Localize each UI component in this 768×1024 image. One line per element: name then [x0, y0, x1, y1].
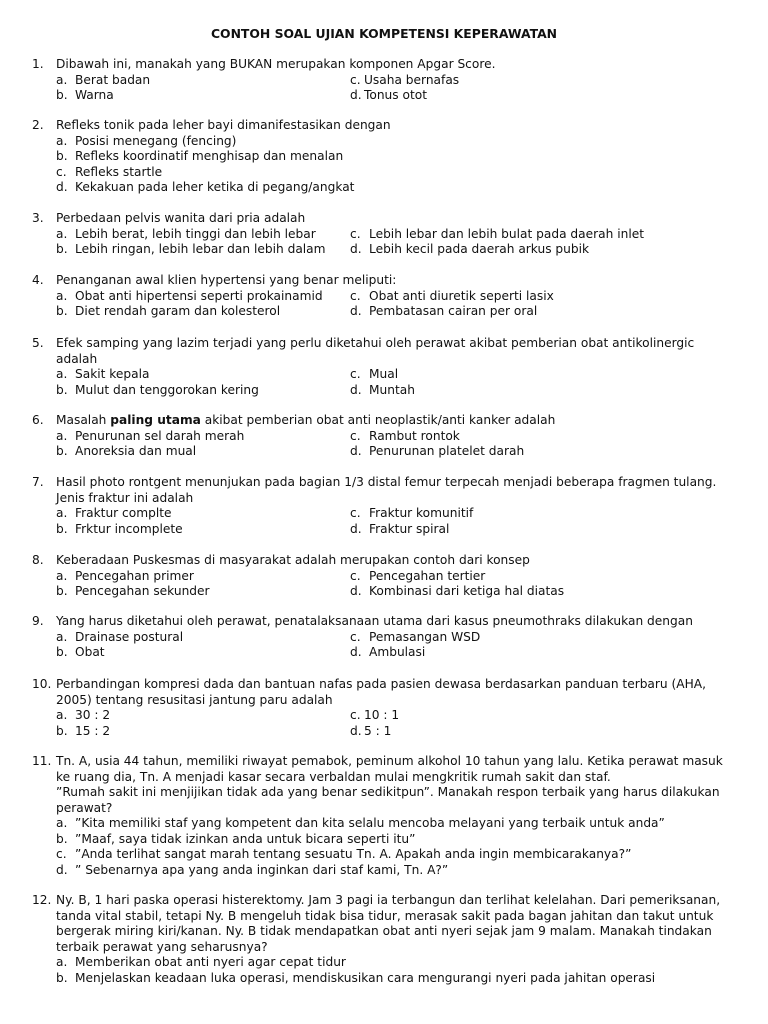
option-b: Obat: [75, 645, 105, 659]
option-letter: d.: [350, 521, 362, 536]
option-letter: b.: [56, 382, 68, 397]
option-a: 30 : 2: [75, 708, 111, 722]
question-text: Jenis fraktur ini adalah: [56, 490, 194, 505]
option-b: Diet rendah garam dan kolesterol: [75, 304, 281, 318]
option-letter: c.: [350, 629, 361, 644]
question-text: Ny. B, 1 hari paska operasi histerektomy. Jam 3 pagi ia terbangun dan terlihat kelelahan. Dari pemeriksanan,: [56, 893, 721, 907]
option-letter: b.: [56, 88, 68, 102]
emphasis-text: paling utama: [110, 413, 201, 427]
option-a: Pencegahan primer: [75, 568, 194, 583]
option-a: Lebih berat, lebih tinggi dan lebih lebar: [75, 226, 316, 241]
question-text: Refleks tonik pada leher bayi dimanifestasikan dengan: [56, 118, 391, 132]
option-letter: c.: [350, 506, 361, 520]
option-d: Kekakuan pada leher ketika di pegang/angkat: [75, 180, 355, 194]
option-letter: c.: [350, 367, 361, 381]
option-a: Fraktur complte: [75, 506, 172, 520]
option-d: Muntah: [369, 382, 415, 397]
question-12: [32, 893, 738, 986]
option-letter: c.: [350, 72, 361, 87]
option-a: Drainase postural: [75, 629, 184, 644]
question-number: 8.: [32, 553, 44, 567]
question-3: [32, 211, 738, 258]
option-b: Refleks koordinatif menghisap dan menalan: [75, 149, 344, 163]
option-b: Menjelaskan keadaan luka operasi, mendiskusikan cara mengurangi nyeri pada jahitan operasi: [75, 970, 656, 985]
option-d: 5 : 1: [364, 723, 392, 738]
question-text: adalah: [56, 351, 98, 366]
option-letter: a.: [56, 226, 68, 241]
option-letter: b.: [56, 970, 68, 985]
question-9: [32, 614, 738, 661]
option-letter: d.: [350, 444, 362, 458]
option-c: Rambut rontok: [369, 428, 460, 443]
question-number: 12.: [32, 893, 52, 907]
option-letter: a.: [56, 708, 68, 722]
option-b: Warna: [75, 88, 114, 102]
question-text: Efek samping yang lazim terjadi yang perlu diketahui oleh perawat akibat pemberian obat antikolinergic: [56, 336, 695, 350]
question-number: 11.: [32, 754, 52, 768]
question-7: [32, 475, 738, 537]
option-a: Penurunan sel darah merah: [75, 428, 245, 443]
option-a: Posisi menegang (fencing): [75, 133, 237, 148]
question-11: [32, 754, 738, 878]
option-letter: a.: [56, 568, 68, 583]
question-text: ke ruang dia, Tn. A menjadi kasar secara verbaldan mulai mengkritik rumah sakit dan staf.: [56, 769, 611, 784]
question-text: terbaik perawat yang seharusnya?: [56, 939, 268, 954]
question-text: Hasil photo rontgent menunjukan pada bagian 1/3 distal femur terpecah menjadi beberapa fragmen tulang.: [56, 475, 717, 489]
question-text: Penanganan awal klien hypertensi yang benar meliputi:: [56, 273, 397, 287]
option-letter: a.: [56, 816, 68, 830]
option-letter: a.: [56, 72, 68, 87]
option-c: Usaha bernafas: [364, 72, 460, 87]
question-2: [32, 118, 738, 196]
option-b: 15 : 2: [75, 723, 111, 738]
question-text: Dibawah ini, manakah yang BUKAN merupakan komponen Apgar Score.: [56, 57, 496, 71]
question-text: 2005) tentang resusitasi jantung paru adalah: [56, 692, 333, 707]
option-letter: a.: [56, 133, 68, 148]
option-letter: c.: [56, 847, 67, 861]
option-letter: d.: [350, 242, 362, 256]
question-text: Perbedaan pelvis wanita dari pria adalah: [56, 211, 306, 225]
option-d: ” Sebenarnya apa yang anda inginkan dari staf kami, Tn. A?”: [75, 862, 449, 877]
question-5: [32, 336, 738, 398]
question-number: 7.: [32, 475, 44, 489]
option-c: Pencegahan tertier: [369, 568, 486, 583]
option-b: Mulut dan tenggorokan kering: [75, 382, 259, 397]
option-b: Lebih ringan, lebih lebar dan lebih dalam: [75, 242, 326, 256]
option-a: Berat badan: [75, 72, 151, 87]
option-letter: c.: [350, 288, 361, 303]
option-letter: a.: [56, 288, 68, 303]
option-letter: c.: [350, 708, 361, 722]
option-c: Pemasangan WSD: [369, 629, 481, 644]
question-number: 9.: [32, 614, 44, 628]
option-a: ”Kita memiliki staf yang kompetent dan kita selalu mencoba melayani yang terbaik untuk anda”: [75, 816, 665, 830]
option-letter: c.: [350, 226, 361, 241]
option-d: Tonus otot: [364, 88, 427, 102]
option-c: Refleks startle: [75, 164, 163, 179]
option-letter: b.: [56, 444, 68, 458]
option-d: Pembatasan cairan per oral: [369, 304, 538, 318]
option-letter: d.: [350, 304, 362, 318]
question-text: Perbandingan kompresi dada dan bantuan nafas pada pasien dewasa berdasarkan panduan terbaru (AHA,: [56, 677, 706, 691]
option-letter: d.: [56, 180, 68, 194]
option-letter: d.: [350, 645, 362, 659]
question-10: [32, 677, 738, 739]
option-letter: b.: [56, 242, 68, 256]
option-letter: c.: [350, 568, 361, 583]
question-text: Masalah paling utama akibat pemberian obat anti neoplastik/anti kanker adalah: [56, 413, 556, 427]
option-letter: c.: [350, 428, 361, 443]
question-number: 1.: [32, 57, 44, 71]
question-4: [32, 273, 738, 320]
question-number: 5.: [32, 336, 44, 350]
option-a: Obat anti hipertensi seperti prokainamid: [75, 288, 323, 303]
option-c: 10 : 1: [364, 708, 400, 722]
option-b: ”Maaf, saya tidak izinkan anda untuk bicara seperti itu”: [75, 831, 416, 846]
option-c: ”Anda terlihat sangat marah tentang sesuatu Tn. A. Apakah anda ingin membicarakanya?”: [75, 847, 632, 861]
option-letter: a.: [56, 367, 68, 381]
option-letter: b.: [56, 149, 68, 163]
question-1: [32, 57, 738, 104]
option-d: Kombinasi dari ketiga hal diatas: [369, 584, 565, 598]
option-letter: b.: [56, 831, 68, 846]
option-letter: d.: [350, 584, 362, 598]
question-text: bergerak miring kiri/kanan. Ny. B tidak mendapatkan obat anti nyeri sejak jam 9 malam. Manakah tindakan: [56, 924, 712, 938]
option-letter: a.: [56, 428, 68, 443]
option-d: Fraktur spiral: [369, 521, 450, 536]
question-number: 3.: [32, 211, 44, 225]
option-letter: b.: [56, 723, 68, 738]
question-number: 10.: [32, 677, 52, 691]
option-letter: c.: [56, 164, 67, 179]
option-c: Mual: [369, 367, 399, 381]
question-text: tanda vital stabil, tetapi Ny. B mengeluh tidak bisa tidur, merasak sakit pada bagan jahitan dan takut untuk: [56, 908, 714, 923]
question-number: 6.: [32, 413, 44, 427]
option-a: Memberikan obat anti nyeri agar cepat tidur: [75, 955, 346, 969]
option-c: Lebih lebar dan lebih bulat pada daerah inlet: [369, 226, 644, 241]
question-text: Yang harus diketahui oleh perawat, penatalaksanaan utama dari kasus pneumothraks dilakukan dengan: [56, 614, 693, 628]
question-text: perawat?: [56, 800, 113, 815]
option-letter: d.: [350, 88, 362, 102]
option-d: Lebih kecil pada daerah arkus pubik: [369, 242, 590, 256]
option-d: Ambulasi: [369, 645, 426, 659]
question-number: 4.: [32, 273, 44, 287]
option-b: Pencegahan sekunder: [75, 584, 210, 598]
option-b: Anoreksia dan mual: [75, 444, 197, 458]
option-letter: a.: [56, 506, 68, 520]
option-letter: d.: [350, 382, 362, 397]
option-c: Fraktur komunitif: [369, 506, 474, 520]
question-number: 2.: [32, 118, 44, 132]
document-title: CONTOH SOAL UJIAN KOMPETENSI KEPERAWATAN: [210, 26, 558, 41]
option-letter: b.: [56, 645, 68, 659]
question-text: Keberadaan Puskesmas di masyarakat adalah merupakan contoh dari konsep: [56, 553, 530, 567]
option-letter: b.: [56, 304, 68, 318]
question-8: [32, 553, 738, 600]
option-a: Sakit kepala: [75, 367, 150, 381]
option-letter: b.: [56, 521, 68, 536]
option-letter: a.: [56, 955, 68, 969]
option-c: Obat anti diuretik seperti lasix: [369, 288, 554, 303]
option-letter: b.: [56, 584, 68, 598]
question-text: Tn. A, usia 44 tahun, memiliki riwayat pemabok, peminum alkohol 10 tahun yang lalu. Ketika perawat masuk: [56, 754, 723, 768]
option-letter: d.: [56, 862, 68, 877]
option-letter: a.: [56, 629, 68, 644]
option-d: Penurunan platelet darah: [369, 444, 525, 458]
option-b: Frktur incomplete: [75, 521, 183, 536]
question-6: [32, 413, 738, 460]
option-letter: d.: [350, 723, 362, 738]
question-text: ”Rumah sakit ini menjijikan tidak ada yang benar sedikitpun”. Manakah respon terbaik yang harus dilakukan: [56, 785, 720, 799]
